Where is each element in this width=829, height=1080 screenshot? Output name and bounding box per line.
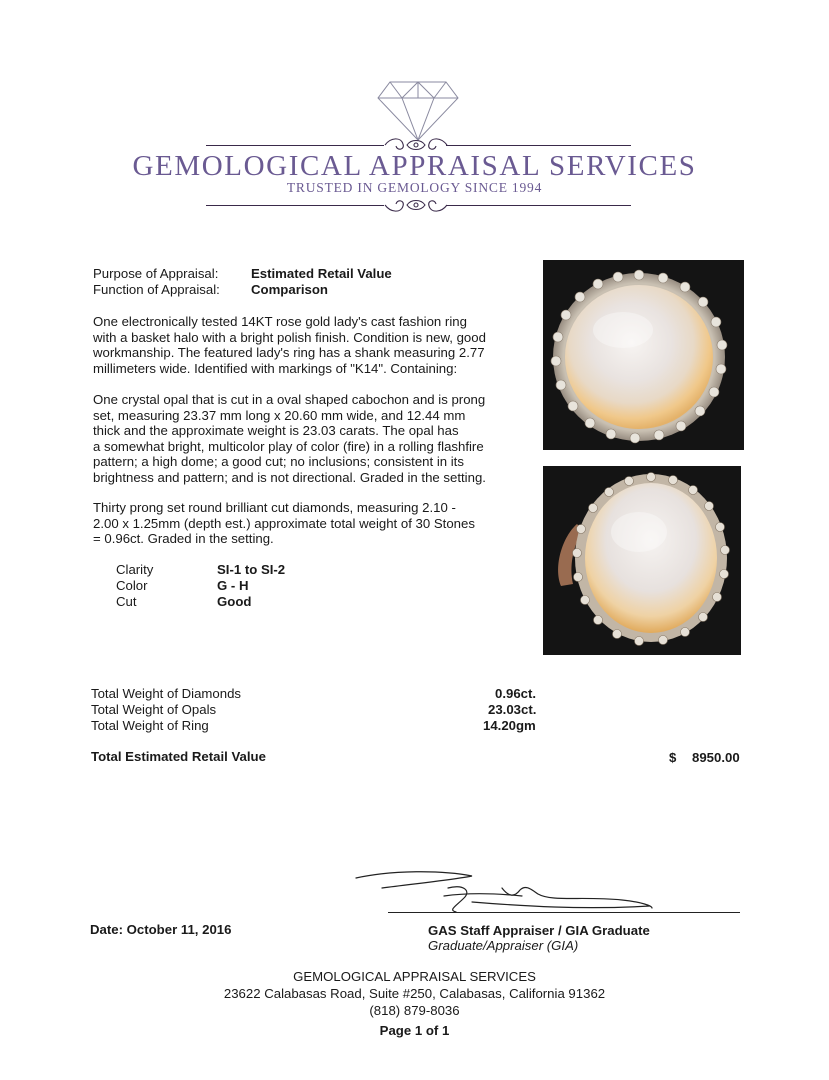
retail-value-amount: 8950.00 xyxy=(692,750,740,765)
footer-phone: (818) 879-8036 xyxy=(369,1003,460,1018)
color-value: G - H xyxy=(217,578,249,593)
cut-value: Good xyxy=(217,594,252,609)
retail-value-label: Total Estimated Retail Value xyxy=(91,749,266,764)
ring-photo-top xyxy=(543,260,744,450)
appraiser-signature xyxy=(352,866,662,918)
flourish-bottom-icon xyxy=(371,195,461,215)
purpose-label: Purpose of Appraisal: xyxy=(93,266,219,281)
diamond-logo-icon xyxy=(376,80,460,142)
diamond-line: = 0.96ct. Graded in the setting. xyxy=(93,531,274,547)
color-label: Color xyxy=(116,578,148,593)
header-rule-top-right xyxy=(446,145,631,146)
function-label: Function of Appraisal: xyxy=(93,282,220,297)
page-number: Page 1 of 1 xyxy=(379,1023,450,1038)
total-ring-value: 14.20gm xyxy=(483,718,536,733)
header-rule-top-left xyxy=(206,145,384,146)
ring-photo-bottom xyxy=(543,466,741,655)
company-title: GEMOLOGICAL APPRAISAL SERVICES xyxy=(132,150,697,182)
opal-line: brightness and pattern; and is not directional. Graded in the setting. xyxy=(93,469,486,485)
signature-line xyxy=(388,912,740,913)
opal-line: set, measuring 23.37 mm long x 20.60 mm wide, and 12.44 mm xyxy=(93,407,466,423)
ring-line: with a basket halo with a bright polish finish. Condition is new, good xyxy=(93,329,486,345)
opal-line: thick and the approximate weight is 23.03 carats. The opal has xyxy=(93,423,459,439)
ring-line: millimeters wide. Identified with markings of "K14". Containing: xyxy=(93,360,458,376)
appraiser-subtitle: Graduate/Appraiser (GIA) xyxy=(428,938,579,953)
opal-description xyxy=(93,392,507,486)
ring-line: One electronically tested 14KT rose gold lady's cast fashion ring xyxy=(93,314,467,329)
total-ring-label: Total Weight of Ring xyxy=(91,718,209,733)
appraiser-title: GAS Staff Appraiser / GIA Graduate xyxy=(428,923,650,938)
ring-description xyxy=(93,314,507,376)
diamond-line: Thirty prong set round brilliant cut diamonds, measuring 2.10 - xyxy=(93,500,456,515)
ring-line: workmanship. The featured lady's ring has a shank measuring 2.77 xyxy=(93,345,485,361)
opal-line: pattern; a high dome; a good cut; no inclusions; consistent in its xyxy=(93,454,464,470)
opal-line: One crystal opal that is cut in a oval shaped cabochon and is prong xyxy=(93,392,486,407)
diamond-description xyxy=(93,500,507,547)
purpose-value: Estimated Retail Value xyxy=(251,266,392,281)
opal-line: a somewhat bright, multicolor play of color (fire) in a rolling flashfire xyxy=(93,438,484,454)
function-value: Comparison xyxy=(251,282,328,297)
company-tagline: TRUSTED IN GEMOLOGY SINCE 1994 xyxy=(286,180,543,195)
opal-ring-side-image xyxy=(543,466,741,655)
footer-company: GEMOLOGICAL APPRAISAL SERVICES xyxy=(293,969,536,984)
header-rule-bottom-left xyxy=(206,205,384,206)
clarity-value: SI-1 to SI-2 xyxy=(217,562,286,577)
total-opals-label: Total Weight of Opals xyxy=(91,702,217,717)
appraisal-date: Date: October 11, 2016 xyxy=(90,922,232,937)
footer-address: 23622 Calabasas Road, Suite #250, Calabasas, California 91362 xyxy=(223,986,606,1001)
clarity-label: Clarity xyxy=(116,562,154,577)
total-opals-value: 23.03ct. xyxy=(488,702,537,717)
cut-label: Cut xyxy=(116,594,137,609)
opal-ring-top-image xyxy=(543,260,744,450)
diamond-line: 2.00 x 1.25mm (depth est.) approximate total weight of 30 Stones xyxy=(93,515,475,531)
header-rule-bottom-right xyxy=(446,205,631,206)
currency-symbol: $ xyxy=(669,750,677,765)
total-diamonds-value: 0.96ct. xyxy=(495,686,537,701)
total-diamonds-label: Total Weight of Diamonds xyxy=(91,686,242,701)
